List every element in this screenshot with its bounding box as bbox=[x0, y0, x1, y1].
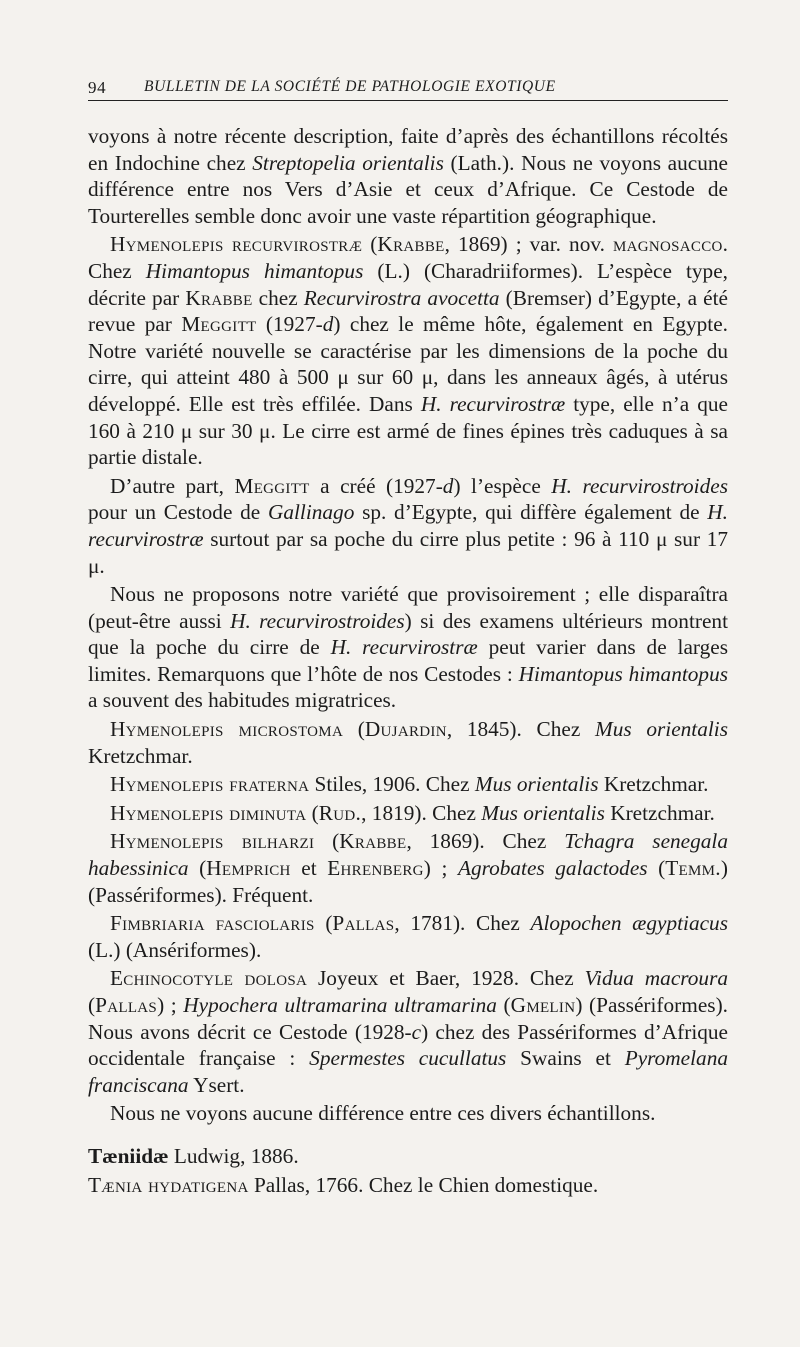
entry-taenia-hydatigena: Tænia hydatigena Pallas, 1766. Chez le Chien domestique. bbox=[88, 1172, 599, 1197]
paragraph-no-difference: Nous ne voyons aucune différence entre ces divers échantillons. bbox=[110, 1101, 656, 1126]
family-heading-taeniidae: Tæniidæ Ludwig, 1886. bbox=[88, 1143, 299, 1168]
paragraph-provisional: Nous ne proposons notre variété que provisoirement ; elle disparaîtra (peut-être aussi H. recurvirostroides) si des examens ultérieurs montrent que la poche du cirre de H. recurvirostræ peut varier dans de larges limites. Remarquons que l’hôte de nos Cestodes : Himantopus himantopus a souvent des habitudes migratrices. bbox=[88, 582, 729, 713]
journal-page bbox=[88, 74, 728, 1200]
entry-hymenolepis-microstoma: Hymenolepis microstoma (Dujardin, 1845). Chez Mus orientalis Kretzchmar. bbox=[88, 717, 728, 768]
taxon-name: Echinocotyle dolosa bbox=[110, 966, 308, 991]
running-header bbox=[88, 74, 728, 101]
species-name: Streptopelia orientalis bbox=[252, 150, 444, 175]
entry-hymenolepis-fraterna: Hymenolepis fraterna Stiles, 1906. Chez Mus orientalis Kretzchmar. bbox=[110, 772, 709, 797]
taxon-name: Hymenolepis bilharzi bbox=[110, 829, 315, 854]
entry-hymenolepis-diminuta: Hymenolepis diminuta (Rud., 1819). Chez Mus orientalis Kretzchmar. bbox=[110, 800, 715, 825]
entry-echinocotyle-dolosa: Echinocotyle dolosa Joyeux et Baer, 1928. Chez Vidua macroura (Pallas) ; Hypochera ultramarina ultramarina (Gmelin) (Passériformes). Nous avons décrit ce Cestode (1928-c) chez des Passériformes d’Afrique occidentale française : Spermestes cucullatus Swains et Pyromelana franciscana Ysert. bbox=[88, 966, 729, 1097]
entry-hymenolepis-recurvirostrae: Hymenolepis recurvirostræ (Krabbe, 1869) ; var. nov. magnosacco. Chez Himantopus himantopus (L.) (Charadriiformes). L’espèce type, décrite par Krabbe chez Recurvirostra avocetta (Bremser) d’Egypte, a été revue par Meggitt (1927-d) chez le même hôte, également en Egypte. Notre variété nouvelle se caractérise par les dimensions de la poche du cirre, qui atteint 480 à 500 μ sur 60 μ, dans les anneaux âgés, à utérus développé. Elle est très effilée. Dans H. recurvirostræ type, elle n’a que 160 à 210 μ sur 30 μ. Le cirre est armé de fines épines très caduques à sa partie distale. bbox=[88, 232, 729, 470]
taxon-name: Hymenolepis recurvirostræ bbox=[110, 232, 363, 257]
entry-fimbriaria-fasciolaris: Fimbriaria fasciolaris (Pallas, 1781). Chez Alopochen ægyptiacus (L.) (Ansériformes). bbox=[88, 911, 728, 962]
section-gap bbox=[88, 1129, 728, 1143]
paragraph-streptopelia: voyons à notre récente description, faite d’après des échantillons récoltés en Indochine chez Streptopelia orientalis (Lath.). Nous ne voyons aucune différence entre nos Vers d’Asie et ceux d’Afrique. Ce Cestode de Tourterelles semble donc avoir une vaste répartition géographique. bbox=[88, 124, 728, 228]
article-body bbox=[88, 123, 728, 1198]
taxon-name: Tænia hydatigena bbox=[88, 1172, 249, 1197]
taxon-name: Fimbriaria fasciolaris bbox=[110, 911, 315, 936]
page-number: 94 bbox=[88, 78, 107, 97]
taxon-name: Hymenolepis diminuta bbox=[110, 800, 307, 825]
running-title: BULLETIN DE LA SOCIÉTÉ DE PATHOLOGIE EXOTIQUE bbox=[144, 78, 556, 95]
entry-hymenolepis-bilharzi: Hymenolepis bilharzi (Krabbe, 1869). Chez Tchagra senegala habessinica (Hemprich et Ehrenberg) ; Agrobates galactodes (Temm.) (Passériformes). Fréquent. bbox=[88, 829, 728, 907]
taxon-name: Hymenolepis microstoma bbox=[110, 717, 344, 742]
paragraph-meggitt: D’autre part, Meggitt a créé (1927-d) l’espèce H. recurvirostroides pour un Cestode de Gallinago sp. d’Egypte, qui diffère également de H. recurvirostræ surtout par sa poche du cirre plus petite : 96 à 110 μ sur 17 μ. bbox=[88, 473, 728, 578]
taxon-name: Hymenolepis fraterna bbox=[110, 772, 310, 797]
